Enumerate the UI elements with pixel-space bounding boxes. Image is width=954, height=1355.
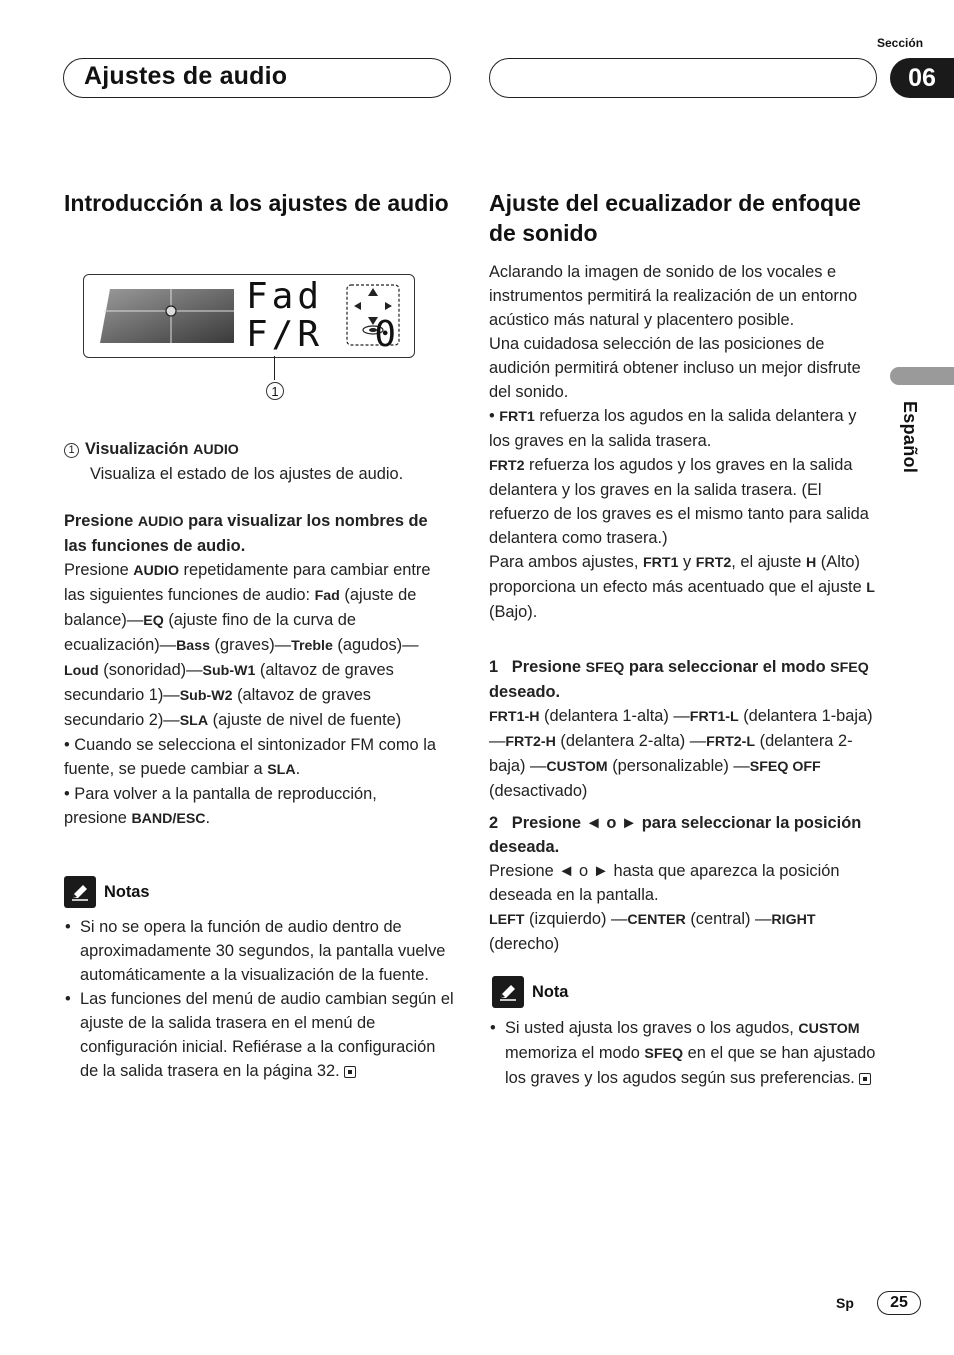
step-2: 2 Presione ◄ o ► para seleccionar la posición deseada. Presione ◄ o ► hasta que aparezca la posición deseada en la pantalla. LEFT (izquierdo) —CENTER (central) —RIGHT (derecho) [489,811,881,956]
left-heading: Introducción a los ajustes de audio [64,190,449,216]
callout-description [64,437,454,486]
step-1: 1 Presione SFEQ para seleccionar el modo SFEQ deseado. FRT1-H (delantera 1-alta) —FRT1-L (delantera 1-baja) —FRT2-H (delantera 2-alta) —FRT2-L (delantera 2-baja) —CUSTOM (personalizable) —SFEQ OFF (desactivado) [489,655,881,803]
left-step-block [64,509,444,831]
note-header [492,976,568,1008]
step-1-options: FRT1-H (delantera 1-alta) —FRT1-L (delantera 1-baja) —FRT2-H (delantera 2-alta) —FRT2-L (delantera 2-baja) —CUSTOM (personalizable) —SFEQ OFF (desactivado) [489,707,873,800]
lcd-display [83,274,415,358]
bullet-return: • Para volver a la pantalla de reproducción, presione BAND/ESC. [64,785,377,827]
page-title: Ajustes de audio [84,62,288,90]
end-mark-icon [859,1073,871,1085]
step-heading-b: para visualizar los nombres de las funciones de audio. [64,512,428,555]
item-number: 1 [64,443,79,458]
right-heading: Ajuste del ecualizador de enfoque de sonido [489,190,861,246]
lcd-line-1: Fad [246,276,324,317]
bullet-frt1: • FRT1 refuerza los agudos en la salida delantera y los graves en la salida trasera. [489,407,857,450]
bullet-frt2: FRT2 refuerza los agudos y los graves en la salida delantera y los graves en la salida trasera. (El refuerzo de los graves es el mismo tanto para salida delantera como trasera.) [489,456,869,547]
notes-header [64,876,150,908]
header-title-pill [63,58,451,98]
language-tab: Español [900,401,920,474]
intro-1: Aclarando la imagen de sonido de los vocales e instrumentos permitirá la realización de un entorno acústico más natural y placentero posible. [489,263,858,329]
section-number: 06 [890,58,954,98]
intro-2: Una cuidadosa selección de las posiciones de audición permitirá obtener incluso un mejor disfrute del sonido. [489,335,861,401]
step-2-text: Presione ◄ o ► hasta que aparezca la posición deseada en la pantalla. [489,862,840,904]
page-number: 25 [877,1291,921,1315]
header-blank-pill [489,58,877,98]
callout-number: 1 [266,382,284,400]
right-body [489,260,881,624]
step-heading-a: Presione [64,512,134,530]
step-2-options: LEFT (izquierdo) —CENTER (central) —RIGHT (derecho) [489,910,816,953]
footer-lang: Sp [836,1295,854,1311]
note-item: • Si no se opera la función de audio dentro de aproximadamente 30 segundos, la pantalla vuelve automáticamente a la visualización de la fuente. [64,915,454,987]
bullet-both: Para ambos ajustes, FRT1 y FRT2, el ajuste H (Alto) proporciona un efecto más acentuado que el ajuste L (Bajo). [489,553,875,621]
item-code: AUDIO [193,442,239,458]
note-item: • Las funciones del menú de audio cambian según el ajuste de la salida trasera en el menú de configuración inicial. Refiérase a la configuración de la salida trasera en la página 32. [64,987,454,1083]
bullet-fm: • Cuando se selecciona el sintonizador FM como la fuente, se puede cambiar a SLA. [64,736,436,778]
step-heading-code: AUDIO [137,514,184,530]
pencil-icon [64,876,96,908]
item-desc: Visualiza el estado de los ajustes de audio. [90,465,404,483]
item-title: Visualización [85,440,189,458]
lcd-line-2: F/R 0 [246,314,401,355]
note-list [489,1016,881,1090]
notes-title: Notas [104,882,150,901]
functions-paragraph: Presione AUDIO repetidamente para cambiar entre las siguientes funciones de audio: Fad (ajuste de balance)—EQ (ajuste fino de la curva de ecualización)—Bass (graves)—Treble (agudos)—Loud (sonoridad)—Sub-W1 (altavoz de graves secundario 1)—Sub-W2 (altavoz de graves secundario 2)—SLA (ajuste de nivel de fuente) [64,561,431,729]
note-item: • Si usted ajusta los graves o los agudos, CUSTOM memoriza el modo SFEQ en el que se han ajustado los graves y los agudos según sus preferencias. [489,1016,881,1090]
side-tab-bar [890,367,954,385]
callout-leader [274,356,275,380]
note-title: Nota [532,982,569,1001]
pencil-icon [492,976,524,1008]
section-label: Sección [877,36,924,50]
notes-list [64,915,454,1083]
end-mark-icon [344,1066,356,1078]
